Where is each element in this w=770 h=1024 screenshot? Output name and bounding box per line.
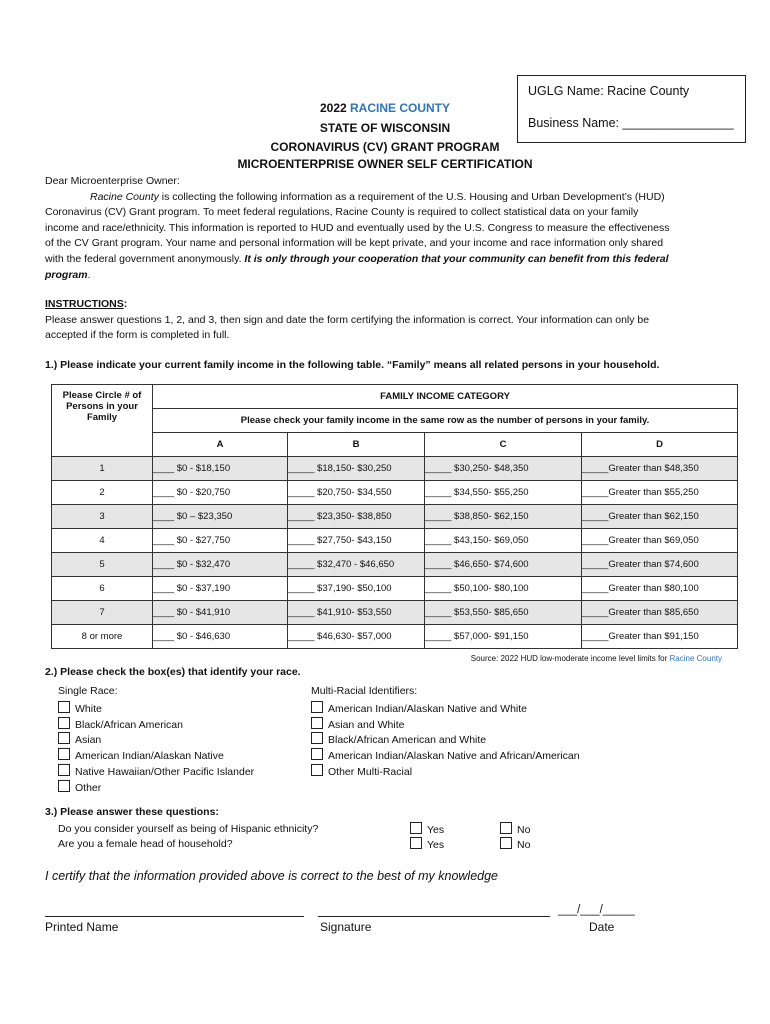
race-option[interactable]: Native Hawaiian/Other Pacific Islander xyxy=(58,764,254,780)
race-option[interactable]: White xyxy=(58,701,254,717)
letter-line: Racine County is collecting the following information as a requirement of the U.S. Housing and Urban Development’s (HUD) xyxy=(90,190,665,203)
race-option[interactable]: Other Multi-Racial xyxy=(311,764,580,780)
single-race-group xyxy=(58,684,254,796)
column-header-d: D xyxy=(582,433,738,457)
income-option[interactable]: _____ $27,750- $43,150 xyxy=(288,529,425,553)
header-year-county: 2022 RACINE COUNTY xyxy=(319,101,451,115)
table-row xyxy=(52,529,738,553)
uglg-name: UGLG Name: Racine County xyxy=(528,84,690,98)
income-option[interactable]: _____ $34,550- $55,250 xyxy=(425,481,582,505)
question-2-label: 2.) Please check the box(es) that identify your race. xyxy=(45,666,301,678)
business-name-field[interactable]: Business Name: ________________ xyxy=(528,116,734,130)
checkbox[interactable] xyxy=(410,837,422,849)
income-option[interactable]: ____ $0 - $46,630 xyxy=(153,625,288,649)
letter-body xyxy=(45,174,735,283)
table-row xyxy=(52,457,738,481)
income-option[interactable]: _____ $20,750- $34,550 xyxy=(288,481,425,505)
checkbox[interactable] xyxy=(311,732,323,744)
checkbox[interactable] xyxy=(58,701,70,713)
income-option[interactable]: ____ $0 - $32,470 xyxy=(153,553,288,577)
income-option[interactable]: _____Greater than $91,150 xyxy=(582,625,738,649)
column-header-c: C xyxy=(425,433,582,457)
source-note: Source: 2022 HUD low-moderate income level limits for Racine County xyxy=(470,654,722,663)
checkbox[interactable] xyxy=(311,748,323,760)
income-option[interactable]: _____Greater than $62,150 xyxy=(582,505,738,529)
letter-line: income and race/ethnicity. This information is reported to HUD and eventually used by the U.S. Congress to measure the effectiveness xyxy=(45,221,670,234)
letter-line: Coronavirus (CV) Grant program. To meet federal regulations, Racine County is required to collect statistical data on your family xyxy=(45,206,639,219)
table-row xyxy=(52,625,738,649)
race-option[interactable]: Black/African American and White xyxy=(311,732,580,748)
race-option[interactable]: Asian and White xyxy=(311,717,580,733)
signature-line[interactable] xyxy=(318,916,550,917)
female-head-no[interactable]: No xyxy=(500,837,530,853)
instructions: INSTRUCTIONS: Please answer questions 1, 2, and 3, then sign and date the form certifying the information is correct. Your information can only be accepted if the form is completed in full. xyxy=(45,297,735,344)
income-option[interactable]: ____ $0 – $23,350 xyxy=(153,505,288,529)
race-option[interactable]: American Indian/Alaskan Native xyxy=(58,748,254,764)
header-state: STATE OF WISCONSIN xyxy=(319,121,451,135)
persons-header: Please Circle # of Persons in your Family xyxy=(52,385,153,457)
checkbox[interactable] xyxy=(58,748,70,760)
table-row xyxy=(52,505,738,529)
income-option[interactable]: _____ $37,190- $50,100 xyxy=(288,577,425,601)
income-option[interactable]: _____ $46,630- $57,000 xyxy=(288,625,425,649)
instructions-line: accepted if the form is completed in full. xyxy=(45,329,230,342)
income-option[interactable]: _____ $41,910- $53,550 xyxy=(288,601,425,625)
income-option[interactable]: _____ $46,650- $74,600 xyxy=(425,553,582,577)
income-option[interactable]: _____Greater than $80,100 xyxy=(582,577,738,601)
race-option[interactable]: Other xyxy=(58,780,254,796)
income-option[interactable]: _____ $32,470 - $46,650 xyxy=(288,553,425,577)
table-row xyxy=(52,601,738,625)
income-option[interactable]: ____ $0 - $37,190 xyxy=(153,577,288,601)
persons-cell: 2 xyxy=(52,481,153,505)
income-option[interactable]: _____ $43,150- $69,050 xyxy=(425,529,582,553)
column-header-a: A xyxy=(153,433,288,457)
race-option[interactable]: American Indian/Alaskan Native and White xyxy=(311,701,580,717)
income-option[interactable]: _____ $30,250- $48,350 xyxy=(425,457,582,481)
race-option[interactable]: Asian xyxy=(58,732,254,748)
checkbox[interactable] xyxy=(311,764,323,776)
persons-cell: 7 xyxy=(52,601,153,625)
hispanic-yes[interactable]: Yes xyxy=(410,822,444,838)
question-female-head: Are you a female head of household? xyxy=(58,838,233,850)
multi-race-heading: Multi-Racial Identifiers: xyxy=(311,685,418,697)
salutation: Dear Microenterprise Owner: xyxy=(45,175,180,187)
printed-name-line[interactable] xyxy=(45,916,304,917)
letter-line: program. xyxy=(45,268,91,281)
checkbox[interactable] xyxy=(500,837,512,849)
checkbox[interactable] xyxy=(410,822,422,834)
race-option[interactable]: Black/African American xyxy=(58,717,254,733)
county-name: RACINE COUNTY xyxy=(350,101,451,115)
instructions-line: Please answer questions 1, 2, and 3, then sign and date the form certifying the information is correct. Your information can only be xyxy=(45,313,650,326)
persons-cell: 4 xyxy=(52,529,153,553)
single-race-heading: Single Race: xyxy=(58,685,118,697)
date-blank[interactable]: ___/___/_____ xyxy=(558,904,635,916)
income-option[interactable]: _____ $38,850- $62,150 xyxy=(425,505,582,529)
checkbox[interactable] xyxy=(500,822,512,834)
checkbox[interactable] xyxy=(311,717,323,729)
checkbox[interactable] xyxy=(58,732,70,744)
income-option[interactable]: _____ $57,000- $91,150 xyxy=(425,625,582,649)
income-option[interactable]: _____Greater than $85,650 xyxy=(582,601,738,625)
persons-cell: 5 xyxy=(52,553,153,577)
signature-label: Signature xyxy=(320,920,372,934)
printed-name-label: Printed Name xyxy=(45,920,119,934)
letter-line: with the federal government anonymously. It is only through your cooperation that your community can benefit from this federal xyxy=(45,252,669,265)
question-3-label: 3.) Please answer these questions: xyxy=(45,806,219,818)
letter-line: of the CV Grant program. Your name and personal information will be kept private, and your income and race information only shared xyxy=(45,237,664,250)
income-option[interactable]: ____ $0 - $18,150 xyxy=(153,457,288,481)
income-option[interactable]: _____ $18,150- $30,250 xyxy=(288,457,425,481)
column-header-b: B xyxy=(288,433,425,457)
persons-cell: 8 or more xyxy=(52,625,153,649)
income-option[interactable]: _____Greater than $48,350 xyxy=(582,457,738,481)
female-head-yes[interactable]: Yes xyxy=(410,837,444,853)
checkbox[interactable] xyxy=(311,701,323,713)
category-header: FAMILY INCOME CATEGORY xyxy=(153,385,738,409)
table-row xyxy=(52,577,738,601)
persons-cell: 1 xyxy=(52,457,153,481)
income-option[interactable]: _____ $23,350- $38,850 xyxy=(288,505,425,529)
header-program: CORONAVIRUS (CV) GRANT PROGRAM xyxy=(270,140,500,154)
income-option[interactable]: ____ $0 - $20,750 xyxy=(153,481,288,505)
income-option[interactable]: _____ $53,550- $85,650 xyxy=(425,601,582,625)
race-option[interactable]: American Indian/Alaskan Native and African/American xyxy=(311,748,580,764)
question-hispanic: Do you consider yourself as being of Hispanic ethnicity? xyxy=(58,823,319,835)
multi-race-group xyxy=(311,684,580,780)
page-title: MICROENTERPRISE OWNER SELF CERTIFICATION xyxy=(237,157,533,171)
instructions-heading: INSTRUCTIONS xyxy=(45,298,124,310)
date-label: Date xyxy=(589,920,615,934)
category-subheader: Please check your family income in the same row as the number of persons in your family. xyxy=(153,409,738,433)
income-option[interactable]: _____Greater than $74,600 xyxy=(582,553,738,577)
persons-cell: 3 xyxy=(52,505,153,529)
checkbox[interactable] xyxy=(58,717,70,729)
checkbox[interactable] xyxy=(58,780,70,792)
hispanic-no[interactable]: No xyxy=(500,822,530,838)
income-option[interactable]: _____ $50,100- $80,100 xyxy=(425,577,582,601)
checkbox[interactable] xyxy=(58,764,70,776)
income-table xyxy=(51,384,738,649)
income-option[interactable]: _____Greater than $69,050 xyxy=(582,529,738,553)
persons-cell: 6 xyxy=(52,577,153,601)
certification-statement: I certify that the information provided above is correct to the best of my knowledge xyxy=(45,869,499,883)
income-option[interactable]: _____Greater than $55,250 xyxy=(582,481,738,505)
income-option[interactable]: ____ $0 - $27,750 xyxy=(153,529,288,553)
question-1-label: 1.) Please indicate your current family income in the following table. “Family” means all related persons in your household. xyxy=(45,359,660,371)
table-row xyxy=(52,481,738,505)
income-option[interactable]: ____ $0 - $41,910 xyxy=(153,601,288,625)
table-row xyxy=(52,553,738,577)
